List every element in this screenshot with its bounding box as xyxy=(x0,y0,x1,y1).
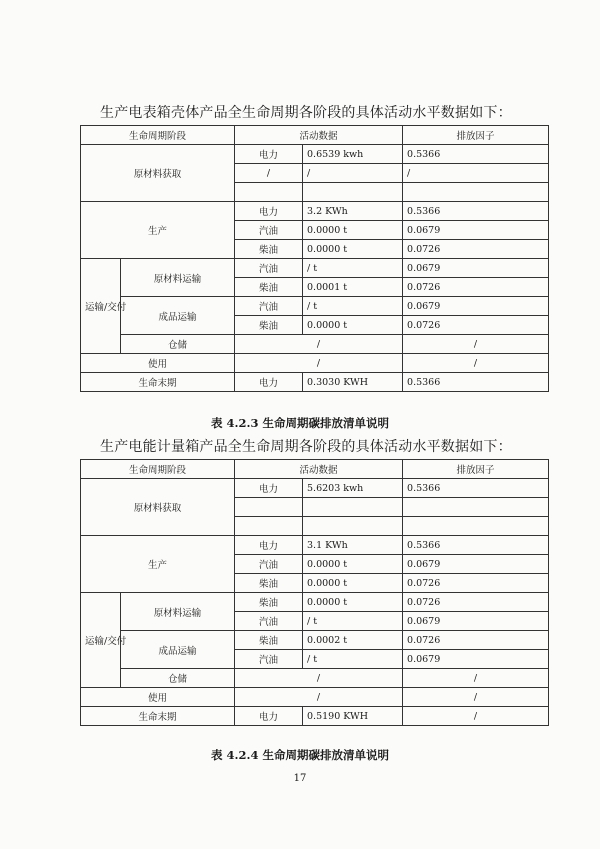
table-row xyxy=(81,707,549,726)
table-header-row xyxy=(81,460,549,479)
activity-type: 电力 xyxy=(235,145,303,164)
emission-factor: 0.0679 xyxy=(403,221,549,240)
header-factor: 排放因子 xyxy=(403,126,549,145)
section-heading: 生产电表箱壳体产品全生命周期各阶段的具体活动水平数据如下： xyxy=(100,105,512,121)
activity-type: 电力 xyxy=(235,536,303,555)
substage-raw-transport: 原材料运输 xyxy=(121,259,235,297)
table-row xyxy=(81,631,549,650)
activity-amount: 0.0000 t xyxy=(303,240,403,259)
table-row xyxy=(81,259,549,278)
empty-cell xyxy=(403,498,549,517)
emission-factor: / xyxy=(403,688,549,707)
emission-factor: 0.0726 xyxy=(403,240,549,259)
activity-amount: 0.0000 t xyxy=(303,574,403,593)
lifecycle-emission-table xyxy=(80,125,549,392)
empty-cell xyxy=(235,498,303,517)
table-row xyxy=(81,354,549,373)
emission-factor: 0.0726 xyxy=(403,316,549,335)
header-stage: 生命周期阶段 xyxy=(81,460,235,479)
stage-production: 生产 xyxy=(81,536,235,593)
empty-cell xyxy=(303,498,403,517)
activity-amount: / t xyxy=(303,612,403,631)
table-row xyxy=(81,536,549,555)
emission-factor: / xyxy=(403,164,549,183)
table-caption: 表 4.2.3 生命周期碳排放清单说明 xyxy=(210,416,390,430)
activity-amount: / xyxy=(235,354,403,373)
table-row xyxy=(81,593,549,612)
lifecycle-emission-table xyxy=(80,459,549,726)
activity-amount: / xyxy=(235,688,403,707)
activity-type: 汽油 xyxy=(235,612,303,631)
activity-amount: 0.0000 t xyxy=(303,555,403,574)
emission-factor: 0.5366 xyxy=(403,536,549,555)
emission-factor: / xyxy=(403,335,549,354)
table-row xyxy=(81,373,549,392)
activity-type: 汽油 xyxy=(235,555,303,574)
table-row xyxy=(81,202,549,221)
emission-factor: 0.5366 xyxy=(403,479,549,498)
emission-factor: 0.0726 xyxy=(403,574,549,593)
page-number: 17 xyxy=(293,773,307,784)
empty-cell xyxy=(403,517,549,536)
activity-amount: / xyxy=(303,164,403,183)
stage-use: 使用 xyxy=(81,688,235,707)
stage-end-of-life: 生命末期 xyxy=(81,373,235,392)
empty-cell xyxy=(303,183,403,202)
empty-cell xyxy=(235,517,303,536)
activity-type: 汽油 xyxy=(235,297,303,316)
table-row xyxy=(81,335,549,354)
header-activity: 活动数据 xyxy=(235,460,403,479)
stage-production: 生产 xyxy=(81,202,235,259)
stage-use: 使用 xyxy=(81,354,235,373)
activity-type: 电力 xyxy=(235,479,303,498)
activity-amount: 5.6203 kwh xyxy=(303,479,403,498)
activity-type: 柴油 xyxy=(235,240,303,259)
emission-factor: / xyxy=(403,354,549,373)
activity-amount: 0.5190 KWH xyxy=(303,707,403,726)
activity-amount: 3.2 KWh xyxy=(303,202,403,221)
table-row xyxy=(81,479,549,498)
stage-raw-material: 原材料获取 xyxy=(81,145,235,202)
stage-transport: 运输/交付 xyxy=(81,259,121,354)
emission-factor: 0.5366 xyxy=(403,373,549,392)
table-row xyxy=(81,688,549,707)
activity-amount: 0.3030 KWH xyxy=(303,373,403,392)
header-stage: 生命周期阶段 xyxy=(81,126,235,145)
empty-cell xyxy=(303,517,403,536)
table-row xyxy=(81,145,549,164)
activity-type: 柴油 xyxy=(235,631,303,650)
activity-type: 汽油 xyxy=(235,259,303,278)
activity-type: 柴油 xyxy=(235,593,303,612)
activity-type: / xyxy=(235,164,303,183)
activity-type: 电力 xyxy=(235,373,303,392)
activity-amount: 0.0002 t xyxy=(303,631,403,650)
emission-factor: 0.0679 xyxy=(403,555,549,574)
substage-raw-transport: 原材料运输 xyxy=(121,593,235,631)
activity-amount: / xyxy=(235,335,403,354)
emission-factor: 0.0726 xyxy=(403,278,549,297)
emission-factor: 0.0726 xyxy=(403,593,549,612)
activity-amount: / t xyxy=(303,650,403,669)
activity-amount: 0.0001 t xyxy=(303,278,403,297)
substage-product-transport: 成品运输 xyxy=(121,631,235,669)
activity-type: 柴油 xyxy=(235,278,303,297)
activity-amount: / xyxy=(235,669,403,688)
section-heading: 生产电能计量箱产品全生命周期各阶段的具体活动水平数据如下： xyxy=(100,439,512,455)
substage-storage: 仓储 xyxy=(121,335,235,354)
activity-amount: 0.0000 t xyxy=(303,593,403,612)
table-row xyxy=(81,669,549,688)
emission-factor: 0.0679 xyxy=(403,259,549,278)
emission-factor: 0.5366 xyxy=(403,145,549,164)
stage-transport: 运输/交付 xyxy=(81,593,121,688)
header-activity: 活动数据 xyxy=(235,126,403,145)
emission-factor: 0.0679 xyxy=(403,297,549,316)
emission-factor: 0.0726 xyxy=(403,631,549,650)
emission-factor: 0.0679 xyxy=(403,650,549,669)
table-header-row xyxy=(81,126,549,145)
stage-end-of-life: 生命末期 xyxy=(81,707,235,726)
activity-amount: / t xyxy=(303,297,403,316)
activity-amount: 3.1 KWh xyxy=(303,536,403,555)
substage-storage: 仓储 xyxy=(121,669,235,688)
emission-factor: / xyxy=(403,669,549,688)
table-row xyxy=(81,297,549,316)
emission-factor: 0.0679 xyxy=(403,612,549,631)
empty-cell xyxy=(403,183,549,202)
activity-type: 电力 xyxy=(235,707,303,726)
stage-raw-material: 原材料获取 xyxy=(81,479,235,536)
activity-amount: 0.0000 t xyxy=(303,316,403,335)
activity-amount: / t xyxy=(303,259,403,278)
table-caption: 表 4.2.4 生命周期碳排放清单说明 xyxy=(210,748,390,762)
header-factor: 排放因子 xyxy=(403,460,549,479)
activity-type: 电力 xyxy=(235,202,303,221)
activity-type: 汽油 xyxy=(235,221,303,240)
activity-amount: 0.6539 kwh xyxy=(303,145,403,164)
activity-type: 汽油 xyxy=(235,650,303,669)
emission-factor: / xyxy=(403,707,549,726)
activity-type: 柴油 xyxy=(235,574,303,593)
activity-amount: 0.0000 t xyxy=(303,221,403,240)
activity-type: 柴油 xyxy=(235,316,303,335)
empty-cell xyxy=(235,183,303,202)
emission-factor: 0.5366 xyxy=(403,202,549,221)
substage-product-transport: 成品运输 xyxy=(121,297,235,335)
